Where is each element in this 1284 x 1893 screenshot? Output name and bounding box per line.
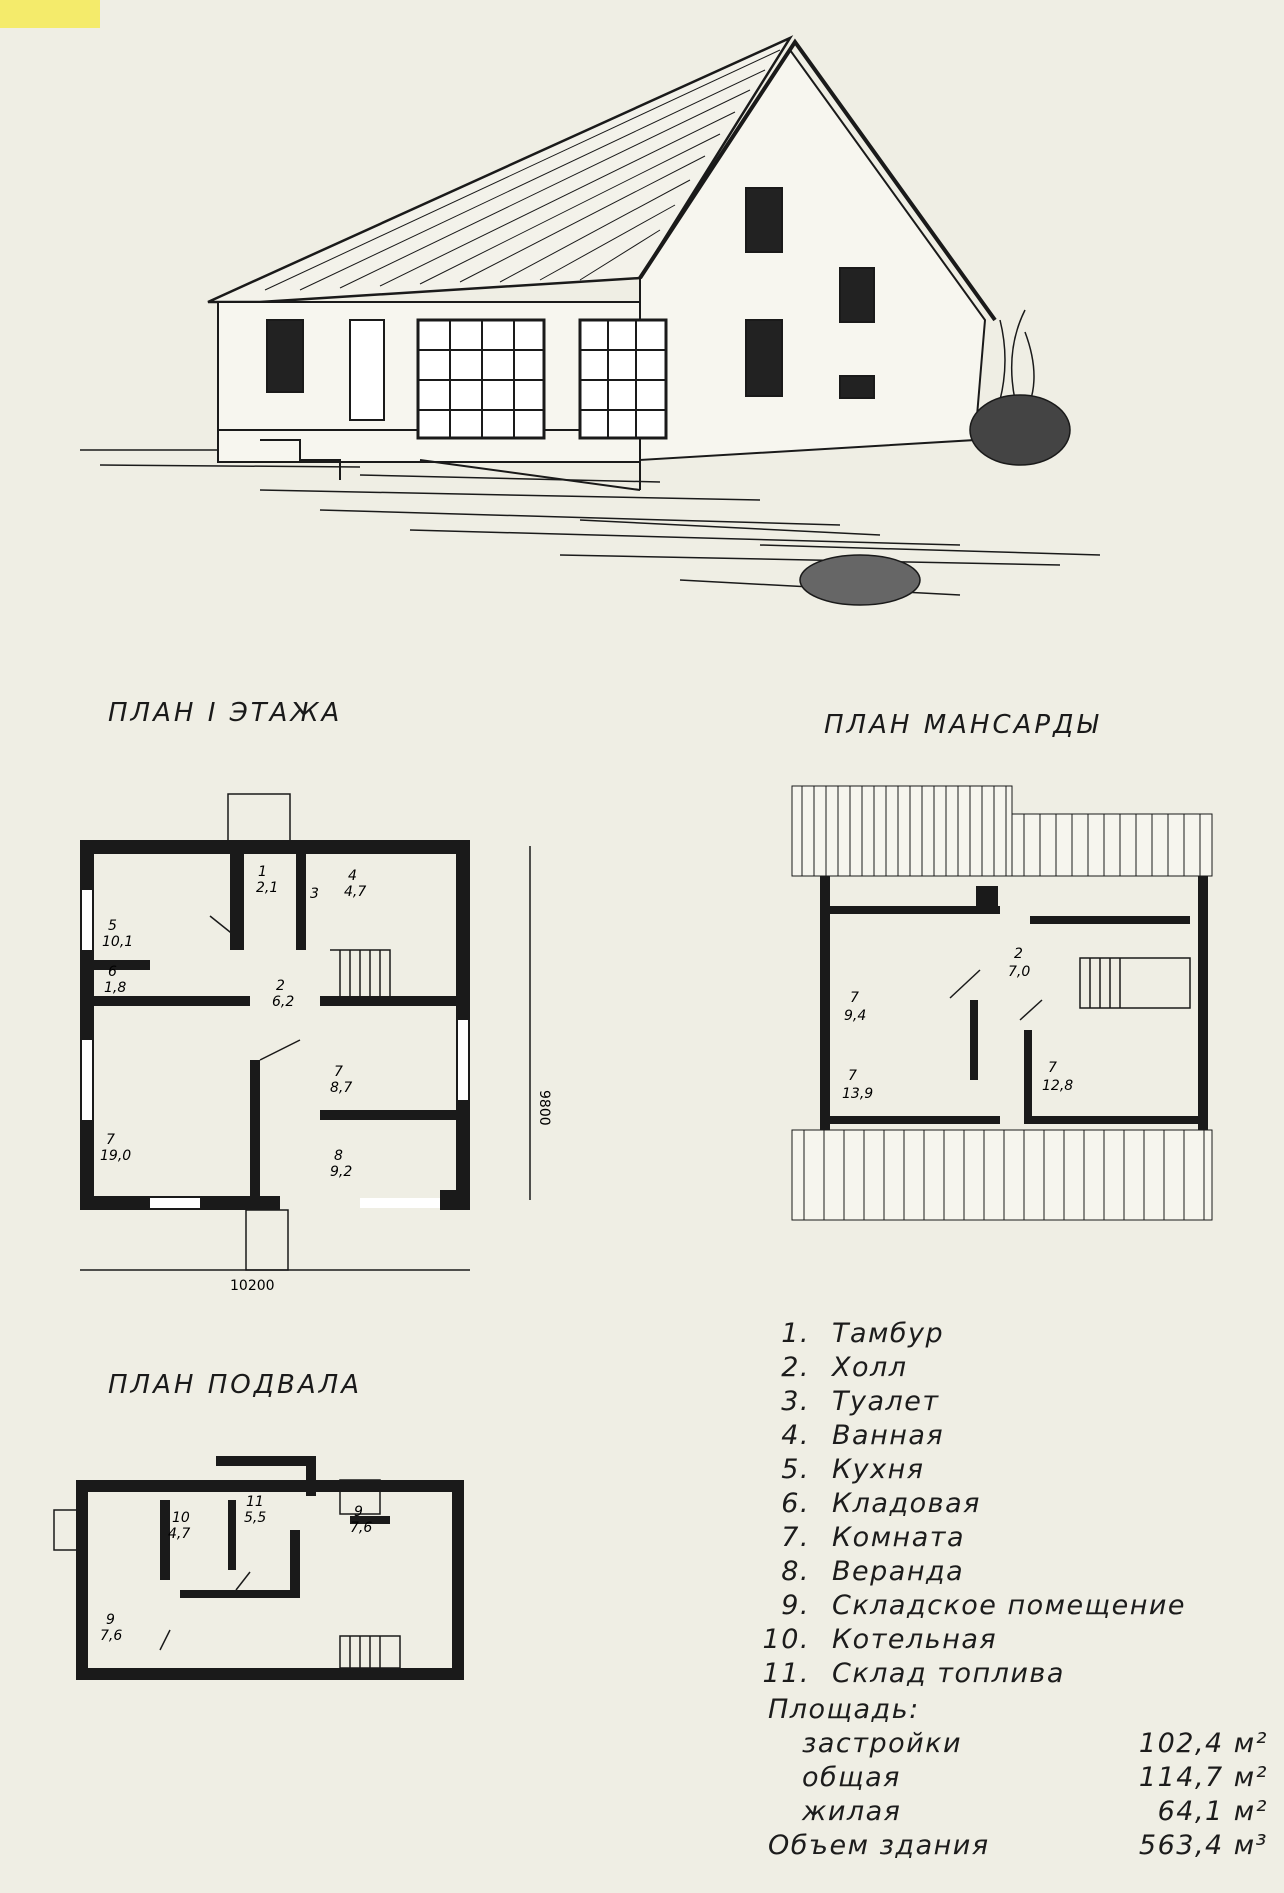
window-left [267, 320, 303, 392]
room-num: 9 [106, 1612, 115, 1628]
room-num: 9 [354, 1504, 363, 1520]
room-num: 6 [108, 964, 117, 980]
room-num: 2 [276, 978, 285, 994]
room-num: 7 [1048, 1060, 1057, 1076]
first-floor-plan [60, 780, 620, 1320]
attic-plan-heading: ПЛАН МАНСАРДЫ [824, 710, 1101, 740]
room-area: 13,9 [842, 1086, 874, 1102]
room-area: 1,8 [104, 980, 127, 996]
dimension-width-label: 10200 [230, 1278, 275, 1294]
veranda-window-2 [580, 320, 666, 438]
first-floor-plan-heading: ПЛАН I ЭТАЖА [108, 698, 343, 728]
attic-plan [780, 780, 1240, 1240]
room-num: 5 [108, 918, 117, 934]
area-row: жилая 64,1 м² [802, 1796, 1268, 1827]
room-num: 7 [850, 990, 859, 1006]
room-num: 10 [172, 1510, 190, 1526]
room-area: 10,1 [102, 934, 134, 950]
room-area: 4,7 [168, 1526, 191, 1542]
legend-item: 7. Комната [781, 1522, 966, 1553]
room-area: 7,6 [350, 1520, 373, 1536]
area-summary [768, 1694, 1268, 1864]
front-door [350, 320, 384, 420]
room-area: 12,8 [1042, 1078, 1074, 1094]
area-row: застройки 102,4 м² [802, 1728, 1268, 1759]
room-num: 7 [848, 1068, 857, 1084]
legend-item: 10. Котельная [762, 1624, 998, 1655]
room-area: 9,2 [330, 1164, 353, 1180]
dimension-height-label: 9800 [536, 1090, 552, 1126]
room-num: 1 [258, 864, 267, 880]
legend-item: 3. Туалет [781, 1386, 940, 1417]
room-area: 19,0 [100, 1148, 132, 1164]
legend-item: 6. Кладовая [781, 1488, 981, 1519]
room-area: 5,5 [244, 1510, 267, 1526]
room-num: 2 [1014, 946, 1023, 962]
basement-plan [40, 1440, 480, 1690]
gable-window-top [746, 188, 782, 252]
legend-item: 5. Кухня [781, 1454, 925, 1485]
gable-window-small [840, 376, 874, 398]
legend-item: 8. Веранда [781, 1556, 965, 1587]
legend-item: 9. Складское помещение [781, 1590, 1187, 1621]
room-num: 8 [334, 1148, 343, 1164]
house-perspective-illustration [60, 20, 1140, 640]
area-heading: Площадь: [768, 1694, 920, 1725]
room-area: 9,4 [844, 1008, 867, 1024]
area-row: общая 114,7 м² [802, 1762, 1268, 1793]
ground-hatching [80, 450, 1100, 595]
veranda-window-1 [418, 320, 544, 438]
room-num: 7 [106, 1132, 115, 1148]
gable-window-right [840, 268, 874, 322]
legend-item: 11. Склад топлива [762, 1658, 1065, 1689]
room-area: 6,2 [272, 994, 295, 1010]
room-num: 7 [334, 1064, 343, 1080]
room-area: 7,6 [100, 1628, 123, 1644]
room-area: 8,7 [330, 1080, 353, 1096]
room-area: 4,7 [344, 884, 367, 900]
room-num: 4 [348, 868, 357, 884]
legend-item: 2. Холл [781, 1352, 908, 1383]
legend-item: 4. Ванная [781, 1420, 945, 1451]
room-area: 7,0 [1008, 964, 1031, 980]
gable-window-bottom [746, 320, 782, 396]
room-num: 3 [310, 886, 319, 902]
legend-item: 1. Тамбур [781, 1318, 945, 1349]
volume-row: Объем здания 563,4 м³ [768, 1830, 1268, 1861]
room-area: 2,1 [256, 880, 279, 896]
room-legend [758, 1318, 1258, 1692]
basement-plan-heading: ПЛАН ПОДВАЛА [108, 1370, 362, 1400]
room-num: 11 [246, 1494, 264, 1510]
